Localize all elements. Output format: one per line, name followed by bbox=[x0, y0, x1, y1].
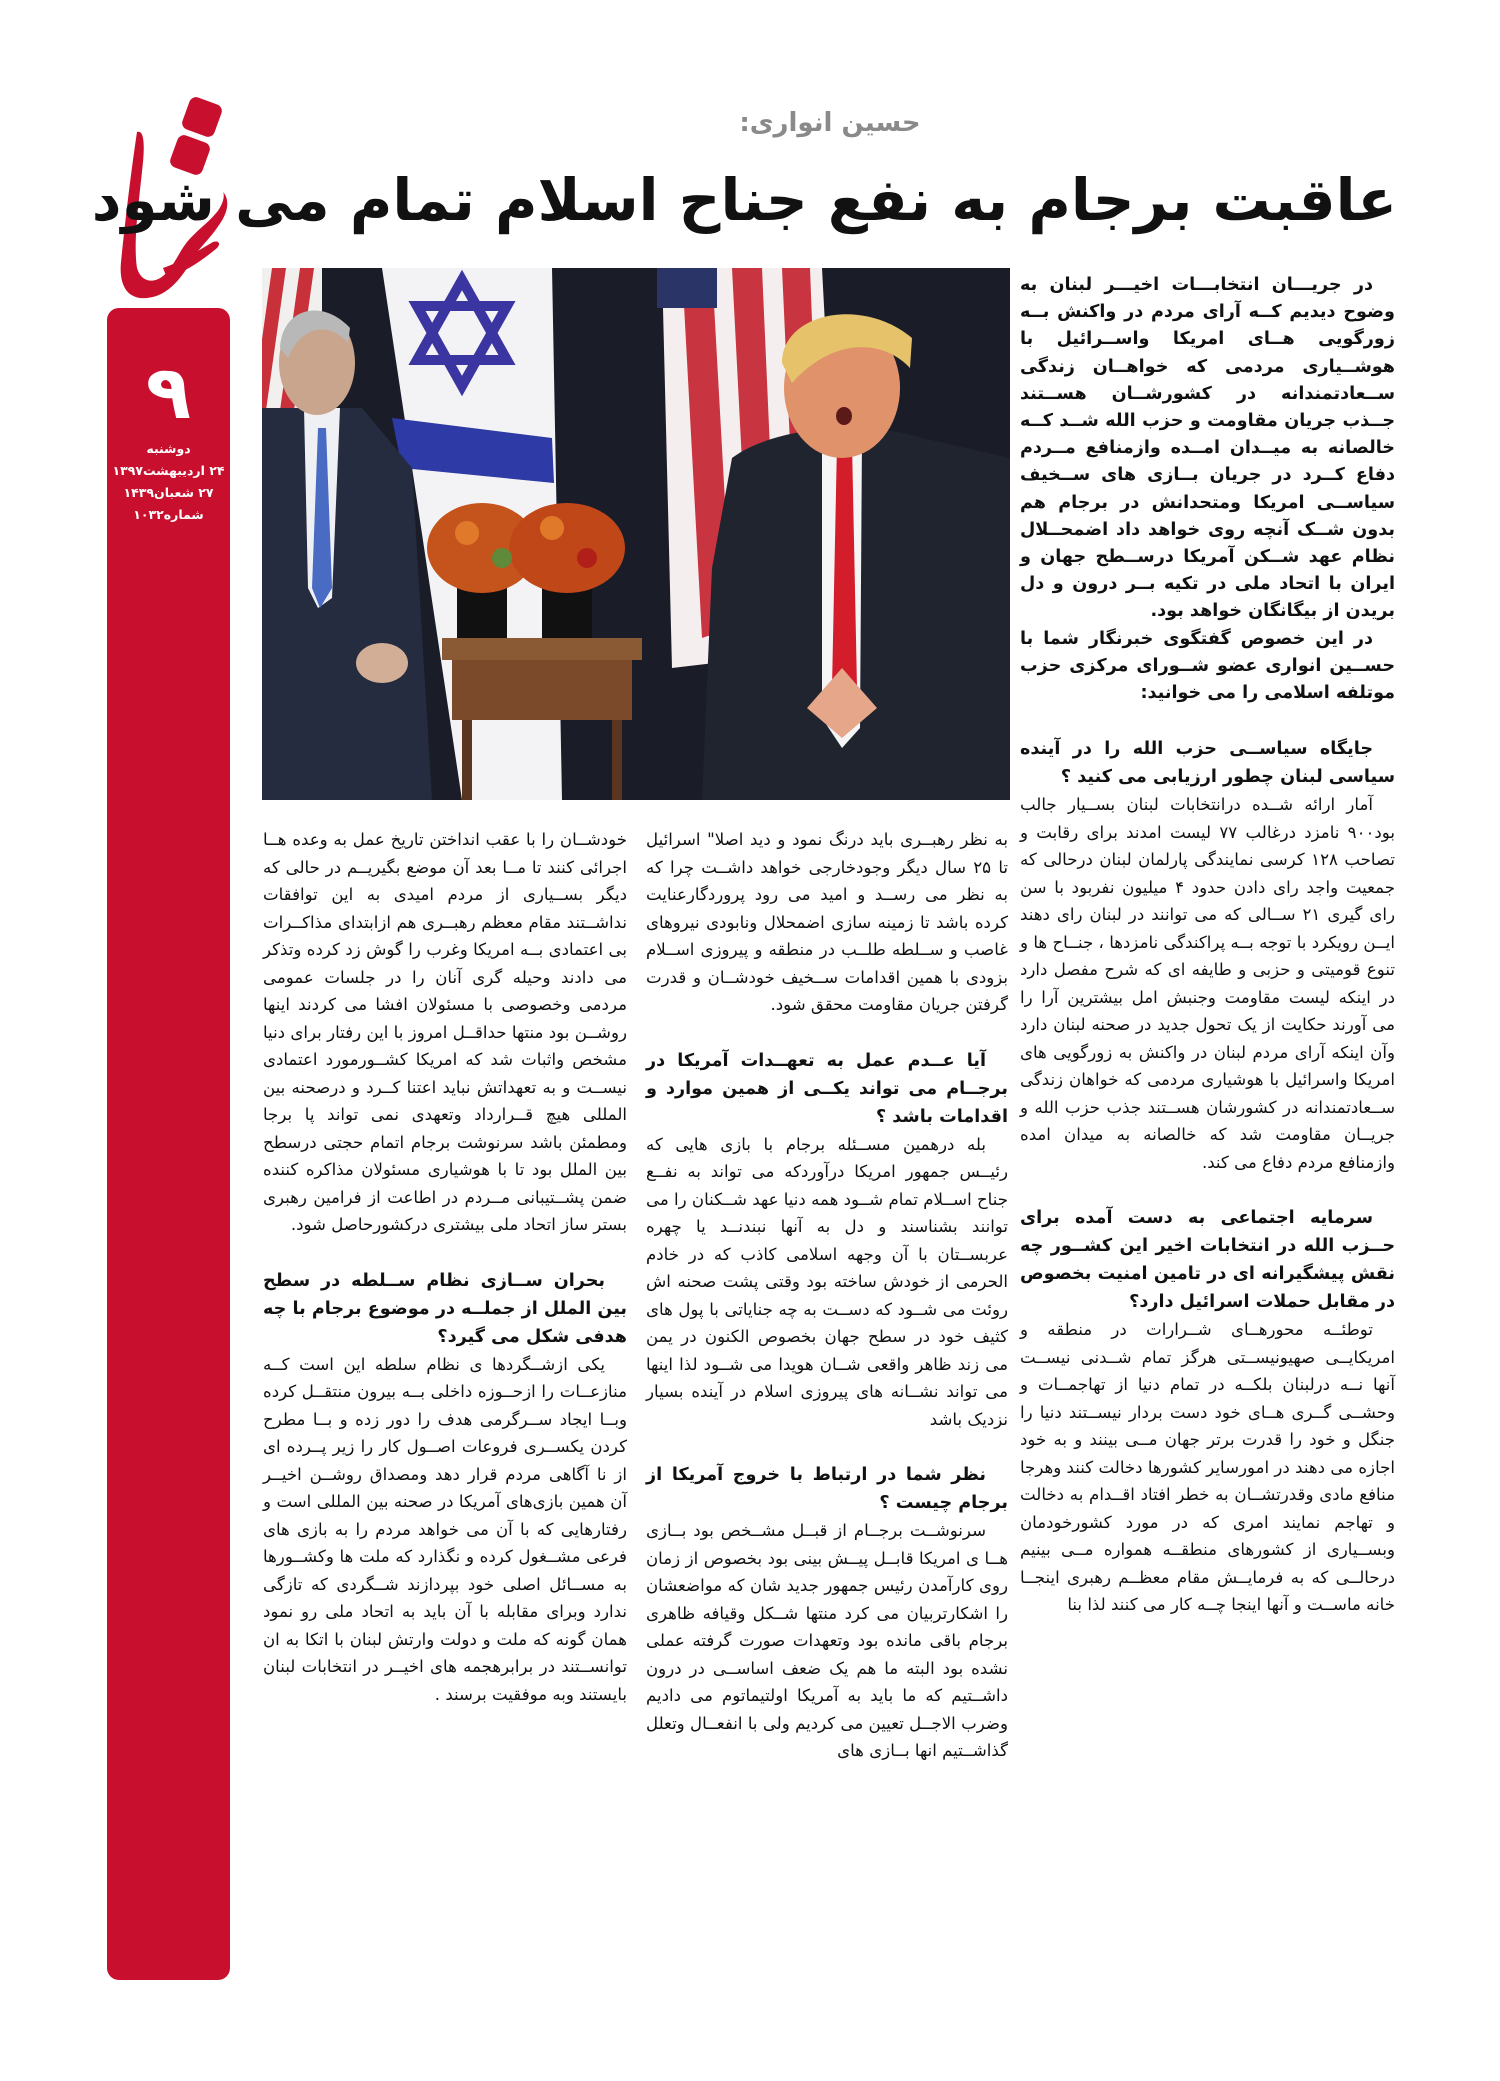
date-lunar: ۲۷ شعبان۱۴۳۹ bbox=[123, 485, 214, 500]
issue-number: شماره۱۰۳۲ bbox=[133, 507, 204, 522]
column-right bbox=[1020, 272, 1395, 1619]
weekday: دوشنبه bbox=[146, 441, 191, 456]
article-kicker: حسین انواری: bbox=[739, 108, 921, 138]
article-intro bbox=[1020, 272, 1395, 707]
answer-paragraph: سرنوشــت برجــام از قبــل مشــخص بود بــازی هــا ی امریکا قابــل پیــش بینی بود بخصوص از زمان روی کارآمدن رئیس جمهور جدید شان که مواضعشان را اشکارتربیان می کرد منتها شــکل وقیافه ظاهری برجام باقی مانده بود وتعهدات صورت گرفته عملی نشده بود البته ما هم یک ضعف اساســی در درون داشــتیم که ما باید به آمریکا اولتیماتوم می دادیم وضرب الاجــل تعیین می کردیم ولی با انفعــال وتعلل گذاشــتیم انها بــازی های bbox=[646, 1521, 1008, 1760]
question-heading: سرمایه اجتماعی به دست آمده برای حــزب الله در انتخابات اخیر این کشــور چه نقش پیشگیرانه ای در تامین امنیت بخصوص در مقابل حملات اسرائیل دارد؟ bbox=[1020, 1208, 1395, 1313]
intro-paragraph: در این خصوص گفتگوی خبرنگار شما با حســین انواری عضو شــورای مرکزی حزب موتلفه اسلامی را می خوانید: bbox=[1020, 628, 1395, 704]
answer-paragraph: آمار ارائه شــده درانتخابات لبنان بســیار جالب بود۹۰۰ نامزد درغالب ۷۷ لیست امدند برای رقابت و تصاحب ۱۲۸ کرسی نمایندگی پارلمان لبنان درحالی که جمعیت واجد رای دادن حدود ۴ میلیون نفربود با سن رای گیری ۲۱ ســالی که می توانند در لبنان رای دهند ایــن رویکرد با توجه بــه پراکندگی نامزدها ، جنــاح ها و تنوع قومیتی و حزبی و طایفه ای که شرح مفصل دارد در اینکه لیست مقاومت وجنبش امل بیشترین آرا را می آورند حکایت از یک تحول جدید در صحنه لبنان دارد وآن اینکه آرای مردم لبنان در واکنش به زورگویی های امریکا واسرائیل با هوشیاری مردمی که خواهان زندگی ســعادتمندانه در کشورشان هســتند جذب حزب الله و جریــان مقاومت شد که خالصانه به میدان امده وازمنافع مردم دفاع می کند. bbox=[1020, 795, 1395, 1172]
answer-paragraph: توطئــه محورهــای شــرارات در منطقه و امریکایــی صهیونیســتی هرگز تمام شــدنی نیســت آنها نــه درلبنان بلکــه در تمام دنیا از تهاجمــات و وحشــی گــری هــای خود دست بردار نیســتند دنیا را جنگل و خود را قدرت برتر جهان مــی بینند و به خود اجازه می دهند در امورسایر کشورها دخالت کنند وهرجا منافع مادی وقدرتشــان به خطر افتاد اقــدام به دخالت و تهاجم نمایند امری که در مورد کشورخودمان وبســیاری از کشورهای منطقــه همواره مــی بینیم درحالــی که به فرمایــش مقام معظــم رهبری اینجــا خانه ماســت و آنها اینجا چــه کار می کنند لذا بنا bbox=[1020, 1320, 1395, 1615]
photo-illustration bbox=[262, 268, 1010, 800]
question-heading: بحران ســازی نظام ســلطه در سطح بین الملل از جملــه در موضوع برجام با چه هدفی شکل می گیرد؟ bbox=[263, 1270, 627, 1347]
question-heading: نظر شما در ارتباط با خروج آمریکا از برجام چیست ؟ bbox=[646, 1465, 1008, 1513]
answer-paragraph: بله درهمین مســئله برجام با بازی هایی که رئیــس جمهور امریکا درآوردکه می تواند به نفــع جناح اســلام تمام شــود همه دنیا عهد شــکنان را می توانند بشناسند و دل به آنها نبندنــد یا چهره عربســتان با آن وجهه اسلامی کاذب که در خادم الحرمی از خودش ساخته بود وقتی پشت صحنه اش روئت می شــود که دســت به چه جنایاتی با پول های کثیف خود در سطح جهان بخصوص الکنون در یمن می زند ظاهر واقعی شــان هویدا می شــود لذا اینها می تواند نشــانه های پیروزی اسلام در آینده بسیار نزدیک باشد bbox=[646, 1134, 1008, 1429]
article-photo bbox=[262, 268, 1010, 800]
answer-paragraph: یکی ازشــگردها ی نظام سلطه این است کــه منازعــات را ازحــوزه داخلی بــه بیرون منتقــل کرده وبــا ایجاد ســرگرمی هدف را دور زده و بــا مطرح کردن یکســری فروعات اصــول کار را زیر پــرده ای از نا آگاهی مردم قرار دهد ومصداق روشــن اخیــر آن همین بازی‌های آمریکا در صحنه بین المللی است و رفتارهایی که با آن می خواهد مردم را به بازی های فرعی مشــغول کرده و نگذارد که ملت ها وکشــورها به مســائل اصلی خود بپردازند شــگردی که تازگی ندارد وبرای مقابله با آن باید به اتحاد ملی رو نمود همان گونه که ملت و دولت وارتش لبنان با اتکا به ان توانســتند در برابرهجمه های اخیــر در انتخابات لبنان بایستند وبه موفقیت برسند . bbox=[263, 1354, 627, 1704]
answer-continuation: خودشــان را با عقب انداختن تاریخ عمل به وعده هــا اجرائی کنند تا مــا بعد آن موضع بگیریــم در حالی که دیگر بســیاری از مردم امیدی به این توافقات نداشــتند مقام معظم رهبــری هم ازابتدای مذاکــرات بی اعتمادی بــه امریکا وغرب را گوش زد کرده وتذکر می دادند وحیله گری آنان را در جلسات عمومی مردمی وخصوصی با مسئولان افشا می کردند اینها روشــن بود منتها حداقــل امروز با این رفتار برای دنیا مشخص واثبات شد که امریکا کشــورمورد اعتمادی نیســت و به تعهداتش نباید اعتنا کــرد و درصحنه بین المللی هیچ قــرارداد وتعهدی نمی تواند پا برجا ومطمئن باشد سرنوشت برجام اتمام حجتی درسطح بین الملل بود تا با هوشیاری مسئولان مذاکره کننده ضمن پشــتیبانی مــردم در اطاعت از فرامین رهبری بستر ساز اتحاد ملی بیشتری درکشورحاصل شود. bbox=[263, 830, 627, 1234]
page-info-sidebar bbox=[107, 308, 230, 1980]
column-middle bbox=[646, 826, 1008, 1765]
date-solar: ۲۴ اردیبهشت۱۳۹۷ bbox=[112, 463, 225, 478]
question-heading: آیا عــدم عمل به تعهــدات آمریکا در برجــام می تواند یکــی از همین موارد و اقدامات باشد ؟ bbox=[646, 1050, 1008, 1127]
question-heading: جایگاه سیاســی حزب الله را در آینده سیاسی لبنان چطور ارزیابی می کنید ؟ bbox=[1020, 739, 1395, 788]
page-number: ۹ bbox=[145, 350, 192, 436]
intro-paragraph: در جریـــان انتخابـــات اخیـــر لبنان به وضوح دیدیم کــه آرای مردم در واکنش بــه زورگویی هــای امریکا واســرائیل با هوشــیاری مردمی که خواهــان زندگی ســعادتمندانه در کشورشــان هســتند جــذب جریان مقاومت و حزب الله شــد کــه خالصانه به میــدان امــده وازمنافع مــردم دفاع کــرد در جریان بــازی های ســخیف سیاســی امریکا ومتحدانش در برجام هم بدون شــک آنچه روی خواهد داد اضمحــلال نظام عهد شــکن آمریکا درســطح جهان و ایران با اتحاد ملی در تکیه بــر درون و دل بریدن از بیگانگان خواهد بود. bbox=[1020, 275, 1395, 622]
article-headline: عاقبت برجام به نفع جناح اسلام تمام می شود bbox=[91, 166, 1397, 234]
column-left bbox=[263, 826, 627, 1708]
answer-continuation: به نظر رهبــری باید درنگ نمود و دید اصلا" اسرائیل تا ۲۵ سال دیگر وجودخارجی خواهد داشــت چرا که به نظر می رســد و امید می رود پروردگارعنایت کرده باشد تا زمینه سازی اضمحلال ونابودی نیروهای غاصب و ســلطه طلــب در منطقه و پیروزی اســلام بزودی با همین اقدامات ســخیف خودشــان و قدرت گرفتن جریان مقاومت محقق شود. bbox=[646, 830, 1008, 1014]
